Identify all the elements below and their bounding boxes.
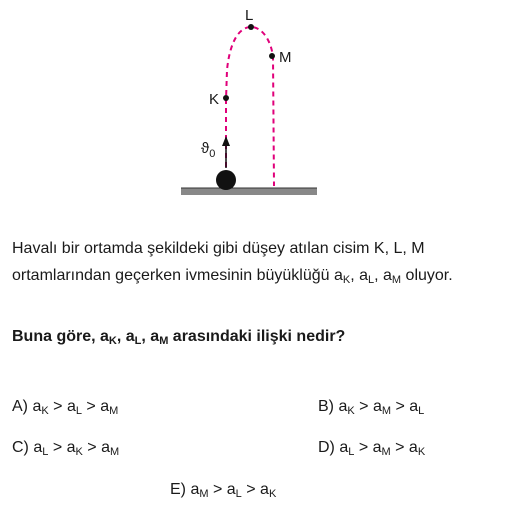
velocity-subscript: 0 xyxy=(209,148,216,160)
question-text: Havalı bir ortamda şekildeki gibi düşey atılan cisim K, L, M ortamlarından geçerken ivmesinin büyüklüğü $a_K$, $a_L$, $a_M$ oluyor. xyxy=(12,240,453,286)
question-prompt: Buna göre, $a_K$, $a_L$, $a_M$ arasındaki ilişki nedir? xyxy=(12,328,346,347)
point-l xyxy=(248,24,254,30)
velocity-arrowhead xyxy=(222,136,230,146)
trajectory-path xyxy=(226,27,274,186)
option-d[interactable]: D) $a_L > a_M > a_K$ xyxy=(318,439,426,458)
label-l: L xyxy=(245,7,254,24)
option-a[interactable]: A) $a_K > a_L > a_M$ xyxy=(12,398,119,417)
option-e[interactable]: E) $a_M > a_L > a_K$ xyxy=(170,481,277,500)
projectile-figure xyxy=(0,0,507,210)
option-b[interactable]: B) $a_K > a_M > a_L$ xyxy=(318,398,425,417)
label-k: K xyxy=(209,91,220,108)
option-c[interactable]: C) $a_L > a_K > a_M$ xyxy=(12,439,120,458)
label-m: M xyxy=(279,49,292,66)
point-m xyxy=(269,53,275,59)
point-k xyxy=(223,95,229,101)
velocity-label: $ϑ_0$ xyxy=(201,140,216,160)
ground-surface xyxy=(181,188,317,195)
ball xyxy=(216,170,236,190)
